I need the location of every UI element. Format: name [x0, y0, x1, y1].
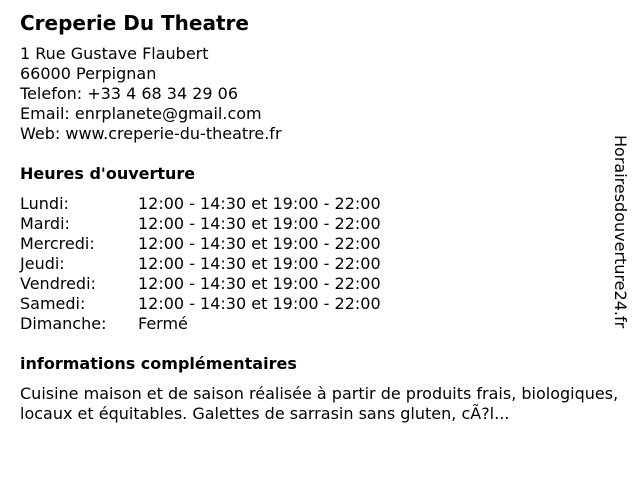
hours-row [20, 294, 620, 314]
hours-day: Mardi: [20, 214, 70, 233]
address-city: 66000 Perpignan [20, 64, 157, 83]
hours-time: 12:00 - 14:30 et 19:00 - 22:00 [138, 274, 381, 293]
website-line: Web: www.creperie-du-theatre.fr [20, 124, 282, 143]
opening-hours-heading: Heures d'ouverture [20, 164, 196, 183]
hours-day: Vendredi: [20, 274, 96, 293]
address-street: 1 Rue Gustave Flaubert [20, 44, 209, 63]
hours-row [20, 214, 620, 234]
hours-time: Fermé [138, 314, 188, 333]
hours-day: Lundi: [20, 194, 69, 213]
email-line: Email: enrplanete@gmail.com [20, 104, 262, 123]
site-watermark: Horairesdouverture24.fr [611, 135, 630, 329]
phone-line: Telefon: +33 4 68 34 29 06 [20, 84, 239, 103]
hours-time: 12:00 - 14:30 et 19:00 - 22:00 [138, 254, 381, 273]
hours-row [20, 234, 620, 254]
opening-hours-table [20, 194, 620, 334]
hours-day: Dimanche: [20, 314, 107, 333]
hours-row [20, 314, 620, 334]
hours-time: 12:00 - 14:30 et 19:00 - 22:00 [138, 294, 381, 313]
hours-day: Mercredi: [20, 234, 95, 253]
hours-day: Samedi: [20, 294, 86, 313]
hours-time: 12:00 - 14:30 et 19:00 - 22:00 [138, 234, 381, 253]
hours-row [20, 274, 620, 294]
additional-info-heading: informations complémentaires [20, 354, 297, 373]
additional-info-text: Cuisine maison et de saison réalisée à partir de produits frais, biologiques, locaux et équitables. Galettes de sarrasin sans gluten, cÃ?l... [20, 384, 619, 423]
hours-day: Jeudi: [20, 254, 65, 273]
hours-time: 12:00 - 14:30 et 19:00 - 22:00 [138, 194, 381, 213]
business-name: Creperie Du Theatre [20, 11, 249, 35]
hours-time: 12:00 - 14:30 et 19:00 - 22:00 [138, 214, 381, 233]
hours-row [20, 194, 620, 214]
business-card [20, 10, 620, 424]
hours-row [20, 254, 620, 274]
